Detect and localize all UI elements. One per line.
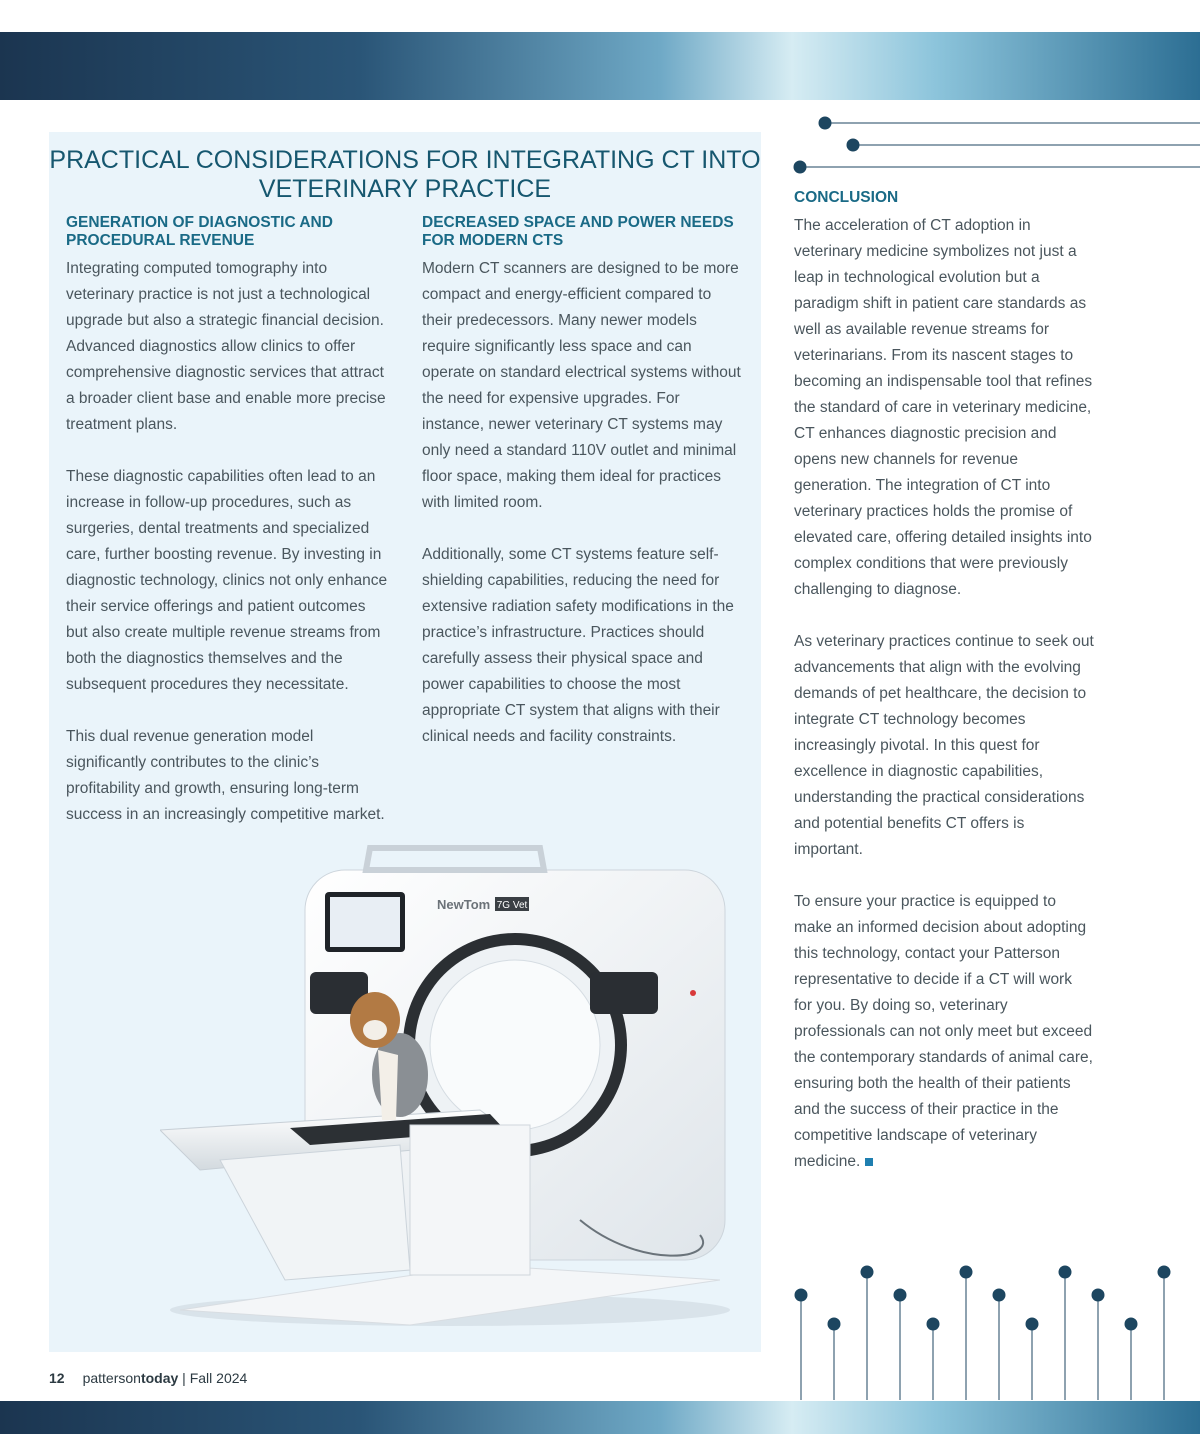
space-power-paragraph-1: Modern CT scanners are designed to be more compact and energy-efficient compared to their predecessors. Many newer models require significantly less space and can operate on standard electrical systems without the need for expensive upgrades. For instance, newer veterinary CT systems may only need a standard 110V outlet and minimal floor space, making them ideal for practices with limited room. (422, 260, 741, 511)
column-conclusion (794, 189, 1094, 1201)
end-mark-icon (865, 1158, 873, 1166)
page-footer (49, 1370, 247, 1386)
page-number: 12 (49, 1370, 65, 1386)
footer-brand-bold: today (140, 1370, 179, 1386)
scanner-brand-text: NewTom (437, 897, 491, 912)
conclusion-paragraph-1: The acceleration of CT adoption in veterinary medicine symbolizes not just a leap in technological evolution but a paradigm shift in patient care standards as well as available revenue streams for veterinarians. From its nascent stages to becoming an indispensable tool that refines the standard of care in veterinary medicine, CT enhances diagnostic precision and opens new channels for revenue generation. The integration of CT into veterinary practices holds the promise of elevated care, offering detailed insights into complex conditions that were previously challenging to diagnose. (794, 217, 1093, 598)
conclusion-paragraph-3-text: To ensure your practice is equipped to make an informed decision about adopting this technology, contact your Patterson representative to decide if a CT will work for you. By doing so, veterinary professionals can not only meet but exceed the contemporary standards of animal care, ensuring both the health of their patients and the success of their practice in the competitive landscape of veterinary medicine. (794, 893, 1093, 1170)
conclusion-paragraph-2: As veterinary practices continue to seek out advancements that align with the evolving demands of pet healthcare, the decision to integrate CT technology becomes increasingly pivotal. In this quest for excellence in diagnostic capabilities, understanding the practical considerations and potential benefits CT offers is important. (794, 633, 1094, 858)
header-band (0, 32, 1200, 100)
conclusion-paragraph-3 (794, 889, 1094, 1175)
revenue-paragraph-2: These diagnostic capabilities often lead to an increase in follow-up procedures, such as surgeries, dental treatments and specialized care, further boosting revenue. By investing in diagnostic technology, clinics not only enhance their service offerings and patient outcomes but also create multiple revenue streams from both the diagnostics themselves and the subsequent procedures they necessitate. (66, 468, 388, 693)
space-power-paragraph-2: Additionally, some CT systems feature self-shielding capabilities, reducing the need for extensive radiation safety modifications in the practice’s infrastructure. Practices should carefully assess their physical space and power capabilities to choose the most appropriate CT system that aligns with their clinical needs and facility constraints. (422, 546, 734, 745)
ct-scanner-image (160, 840, 740, 1330)
revenue-heading: GENERATION OF DIAGNOSTIC AND PROCEDURAL REVENUE (66, 214, 333, 249)
scanner-model-badge: 7G Vet (496, 900, 528, 911)
column-revenue (66, 214, 388, 854)
column-space-power (422, 214, 744, 776)
section-title: PRACTICAL CONSIDERATIONS FOR INTEGRATING CT INTO VETERINARY PRACTICE (49, 146, 761, 203)
revenue-paragraph-1: Integrating computed tomography into veterinary practice is not just a technological upgrade but also a strategic financial decision. Advanced diagnostics allow clinics to offer comprehensive diagnostic services that attract a broader client base and enable more precise treatment plans. (66, 260, 386, 433)
space-power-heading: DECREASED SPACE AND POWER NEEDS FOR MODERN CTS (422, 214, 734, 249)
footer-issue: | Fall 2024 (178, 1370, 248, 1386)
footer-band (0, 1401, 1200, 1434)
conclusion-heading: CONCLUSION (794, 189, 899, 206)
footer-brand-light: patterson (82, 1370, 141, 1386)
revenue-paragraph-3: This dual revenue generation model significantly contributes to the clinic’s profitability and growth, ensuring long-term success in an increasingly competitive market. (66, 728, 385, 823)
